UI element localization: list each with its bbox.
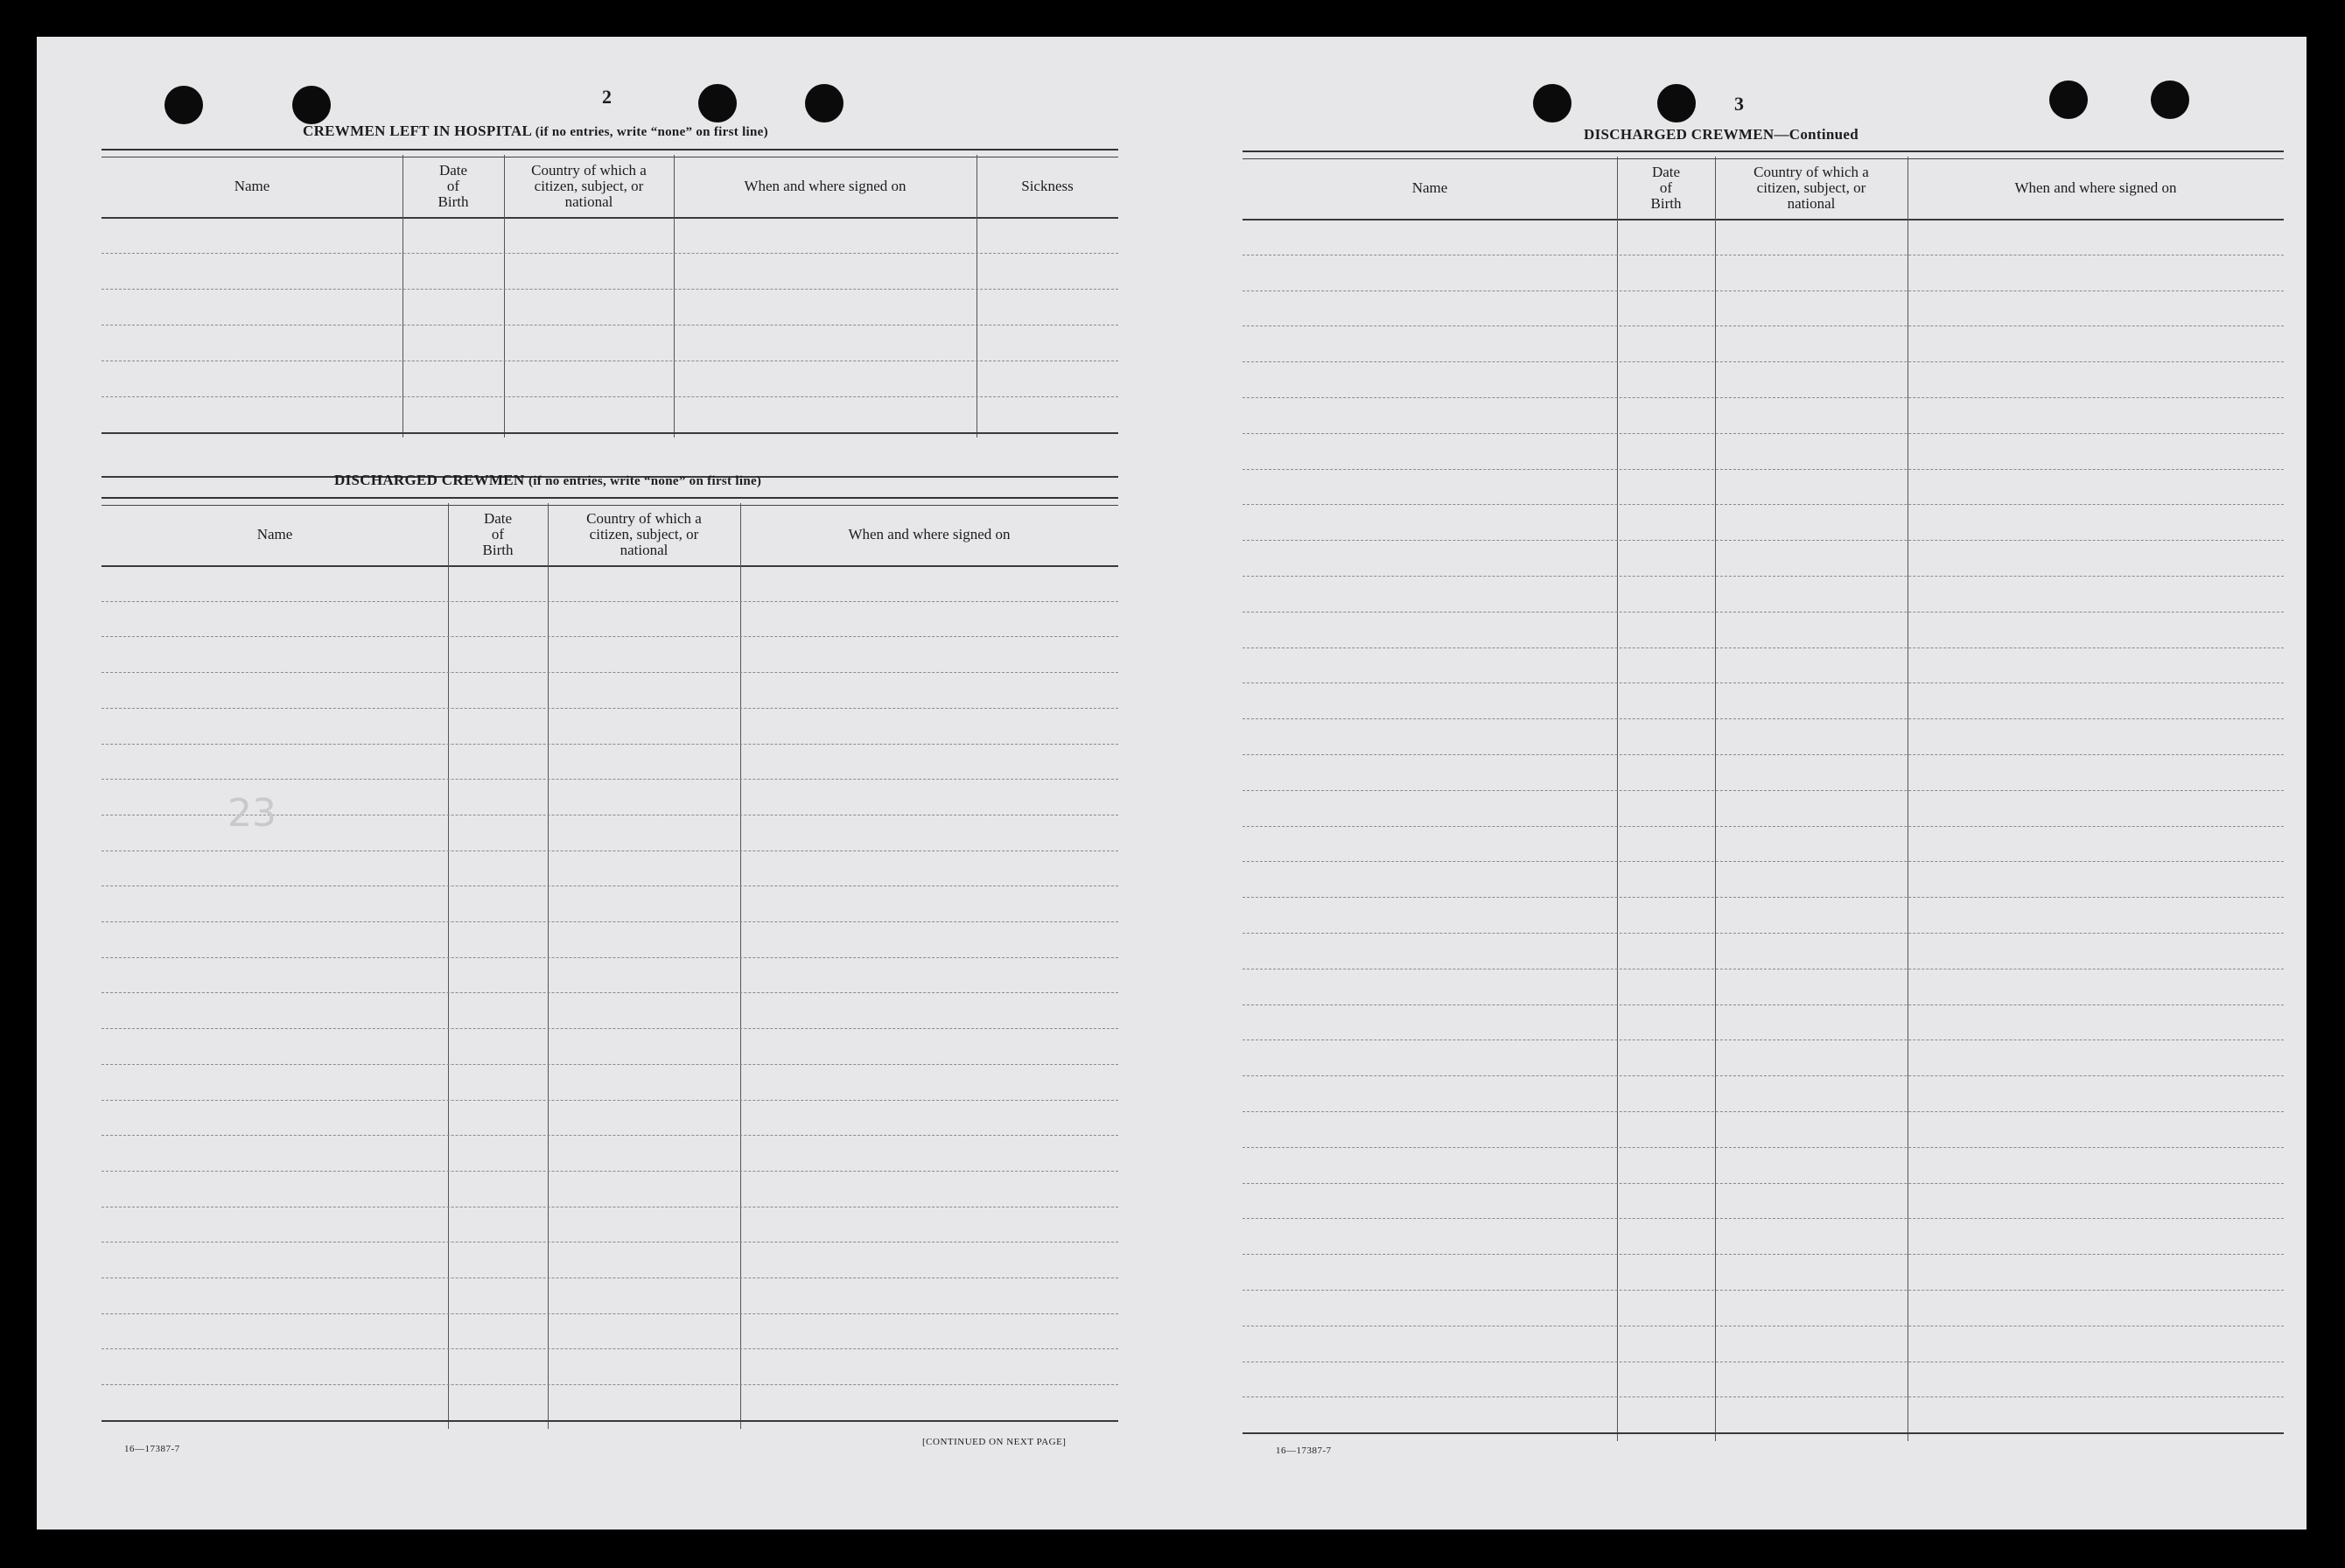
ruled-line	[102, 1313, 1118, 1314]
form-sheet	[37, 37, 2306, 1530]
ruled-line	[1242, 1432, 2284, 1434]
hospital-col-country: Country of which a citizen, subject, or national	[531, 161, 647, 210]
hospital-section-title	[303, 122, 768, 140]
ruled-line	[1242, 790, 2284, 791]
ruled-line	[102, 1348, 1118, 1349]
hospital-title-text: CREWMEN LEFT IN HOSPITAL	[303, 122, 532, 139]
left-form-number: 16—17387-7	[124, 1444, 180, 1454]
ruled-line	[1242, 504, 2284, 505]
ruled-line	[1242, 433, 2284, 434]
ruled-line	[1242, 1183, 2284, 1184]
faint-handwritten-mark: 23	[228, 791, 276, 836]
ruled-line	[102, 1135, 1118, 1136]
ruled-line	[1242, 469, 2284, 470]
ruled-line	[1242, 1147, 2284, 1148]
discharged-instruction-text: (if no entries, write “none” on first line)	[528, 474, 762, 488]
ruled-line	[1242, 861, 2284, 862]
right-form-number: 16—17387-7	[1276, 1446, 1332, 1456]
ruled-line	[102, 1420, 1118, 1422]
ruled-line	[1242, 1290, 2284, 1291]
discharged-continued-table	[1242, 150, 2284, 1480]
ruled-line	[102, 396, 1118, 397]
punch-hole-2	[292, 86, 331, 124]
ruled-line	[1242, 576, 2284, 577]
ruled-line	[1242, 826, 2284, 827]
punch-hole-6	[1657, 84, 1696, 122]
discharged-col-name: Name	[256, 525, 293, 542]
continued-note: [CONTINUED ON NEXT PAGE]	[922, 1437, 1067, 1447]
punch-hole-1	[164, 86, 203, 124]
discharged-continued-title: DISCHARGED CREWMEN—Continued	[1584, 126, 1858, 143]
ruled-line	[102, 1100, 1118, 1101]
hospital-col-name: Name	[234, 177, 270, 194]
ruled-line	[102, 850, 1118, 851]
hospital-table	[102, 149, 1118, 480]
punch-hole-3	[698, 84, 737, 122]
ruled-line	[1242, 1254, 2284, 1255]
discharged-section-title	[334, 472, 761, 489]
ruled-line	[1242, 1075, 2284, 1076]
ruled-line	[102, 957, 1118, 958]
discharged-col-signed-on: When and where signed on	[848, 525, 1011, 542]
left-page-number: 2	[602, 86, 612, 108]
ruled-line	[102, 779, 1118, 780]
ruled-line	[102, 672, 1118, 673]
ruled-line	[1242, 255, 2284, 256]
punch-hole-8	[2151, 80, 2189, 119]
ruled-line	[1242, 361, 2284, 362]
right-page-number: 3	[1734, 93, 1744, 115]
ruled-line	[1242, 397, 2284, 398]
ruled-line	[1242, 1004, 2284, 1005]
ruled-line	[1242, 1218, 2284, 1219]
ruled-line	[1242, 933, 2284, 934]
continued-col-date-of-birth: Date of Birth	[1650, 163, 1682, 212]
ruled-line	[102, 1171, 1118, 1172]
ruled-line	[102, 1064, 1118, 1065]
hospital-col-sickness: Sickness	[1021, 177, 1074, 194]
ruled-line	[1242, 540, 2284, 541]
ruled-line	[1242, 682, 2284, 683]
ruled-line	[1242, 290, 2284, 291]
ruled-line	[102, 708, 1118, 709]
ruled-line	[102, 1207, 1118, 1208]
ruled-line	[102, 992, 1118, 993]
hospital-col-date-of-birth: Date of Birth	[438, 161, 469, 210]
ruled-line	[1242, 754, 2284, 755]
ruled-line	[1242, 718, 2284, 719]
ruled-line	[102, 253, 1118, 254]
ruled-line	[1242, 897, 2284, 898]
ruled-line	[1242, 1396, 2284, 1397]
hospital-instruction-text: (if no entries, write “none” on first line)	[535, 125, 768, 139]
punch-hole-4	[805, 84, 844, 122]
continued-col-country: Country of which a citizen, subject, or national	[1754, 163, 1869, 212]
ruled-line	[102, 325, 1118, 326]
continued-col-name: Name	[1411, 178, 1448, 196]
ruled-line	[102, 1028, 1118, 1029]
punch-hole-5	[1533, 84, 1572, 122]
ruled-line	[102, 636, 1118, 637]
continued-col-signed-on: When and where signed on	[2014, 178, 2177, 196]
ruled-line	[102, 921, 1118, 922]
ruled-line	[102, 744, 1118, 745]
ruled-line	[102, 1384, 1118, 1385]
ruled-line	[102, 601, 1118, 602]
hospital-col-signed-on: When and where signed on	[744, 177, 906, 194]
discharged-table	[102, 497, 1118, 1468]
punch-hole-7	[2049, 80, 2088, 119]
ruled-line	[1242, 969, 2284, 970]
ruled-line	[102, 360, 1118, 361]
discharged-col-date-of-birth: Date of Birth	[482, 509, 514, 558]
discharged-title-text: DISCHARGED CREWMEN	[334, 472, 525, 488]
ruled-line	[1242, 1111, 2284, 1112]
ruled-line	[102, 432, 1118, 434]
discharged-col-country: Country of which a citizen, subject, or national	[586, 509, 702, 558]
ruled-line	[102, 289, 1118, 290]
